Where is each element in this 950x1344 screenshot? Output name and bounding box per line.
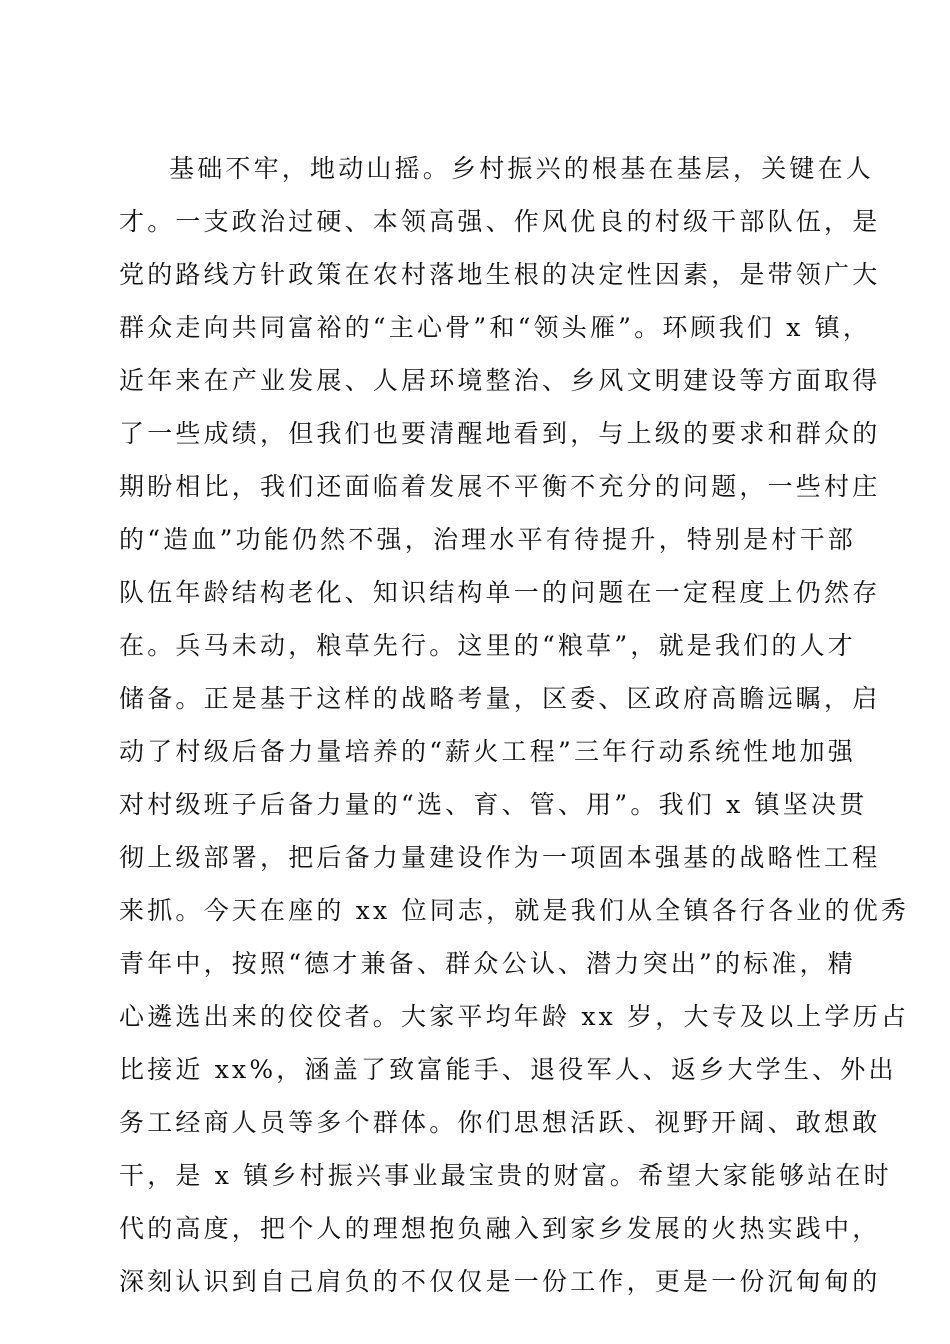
paragraph-line: 在。兵马未动，粮草先行。这里的“粮草”，就是我们的人才: [119, 631, 856, 660]
paragraph-line: 干，是 x 镇乡村振兴事业最宝贵的财富。希望大家能够站在时: [119, 1161, 892, 1190]
paragraph-line: 比接近 xx%，涵盖了致富能手、退役军人、返乡大学生、外出: [119, 1055, 897, 1084]
paragraph-line: 期盼相比，我们还面临着发展不平衡不充分的问题，一些村庄: [119, 472, 881, 501]
paragraph-line: 近年来在产业发展、人居环境整治、乡风文明建设等方面取得: [119, 366, 881, 395]
paragraph-line: 对村级班子后备力量的“选、育、管、用”。我们 x 镇坚决贯: [119, 790, 868, 819]
paragraph-line: 基础不牢，地动山摇。乡村振兴的根基在基层，关键在人: [169, 154, 875, 183]
paragraph-line: 务工经商人员等多个群体。你们思想活跃、视野开阔、敢想敢: [119, 1108, 881, 1137]
body-paragraph: [119, 142, 910, 1308]
paragraph-line: 了一些成绩，但我们也要清醒地看到，与上级的要求和群众的: [119, 419, 881, 448]
paragraph-line: 队伍年龄结构老化、知识结构单一的问题在一定程度上仍然存: [119, 578, 881, 607]
paragraph-line: 才。一支政治过硬、本领高强、作风优良的村级干部队伍，是: [119, 207, 881, 236]
paragraph-line: 心遴选出来的佼佼者。大家平均年龄 xx 岁，大专及以上学历占: [119, 1002, 910, 1031]
paragraph-line: 深刻认识到自己肩负的不仅仅是一份工作，更是一份沉甸甸的: [119, 1267, 881, 1296]
paragraph-line: 的“造血”功能仍然不强，治理水平有待提升，特别是村干部: [119, 525, 856, 554]
paragraph-line: 彻上级部署，把后备力量建设作为一项固本强基的战略性工程: [119, 843, 881, 872]
paragraph-line: 青年中，按照“德才兼备、群众公认、潜力突出”的标准，精: [119, 949, 856, 978]
paragraph-line: 党的路线方针政策在农村落地生根的决定性因素，是带领广大: [119, 260, 881, 289]
paragraph-line: 代的高度，把个人的理想抱负融入到家乡发展的火热实践中，: [119, 1214, 881, 1243]
paragraph-line: 来抓。今天在座的 xx 位同志，就是我们从全镇各行各业的优秀: [119, 896, 910, 925]
paragraph-line: 动了村级后备力量培养的“薪火工程”三年行动系统性地加强: [119, 737, 856, 766]
paragraph-line: 储备。正是基于这样的战略考量，区委、区政府高瞻远瞩，启: [119, 684, 881, 713]
paragraph-line: 群众走向共同富裕的“主心骨”和“领头雁”。环顾我们 x 镇，: [119, 313, 872, 342]
